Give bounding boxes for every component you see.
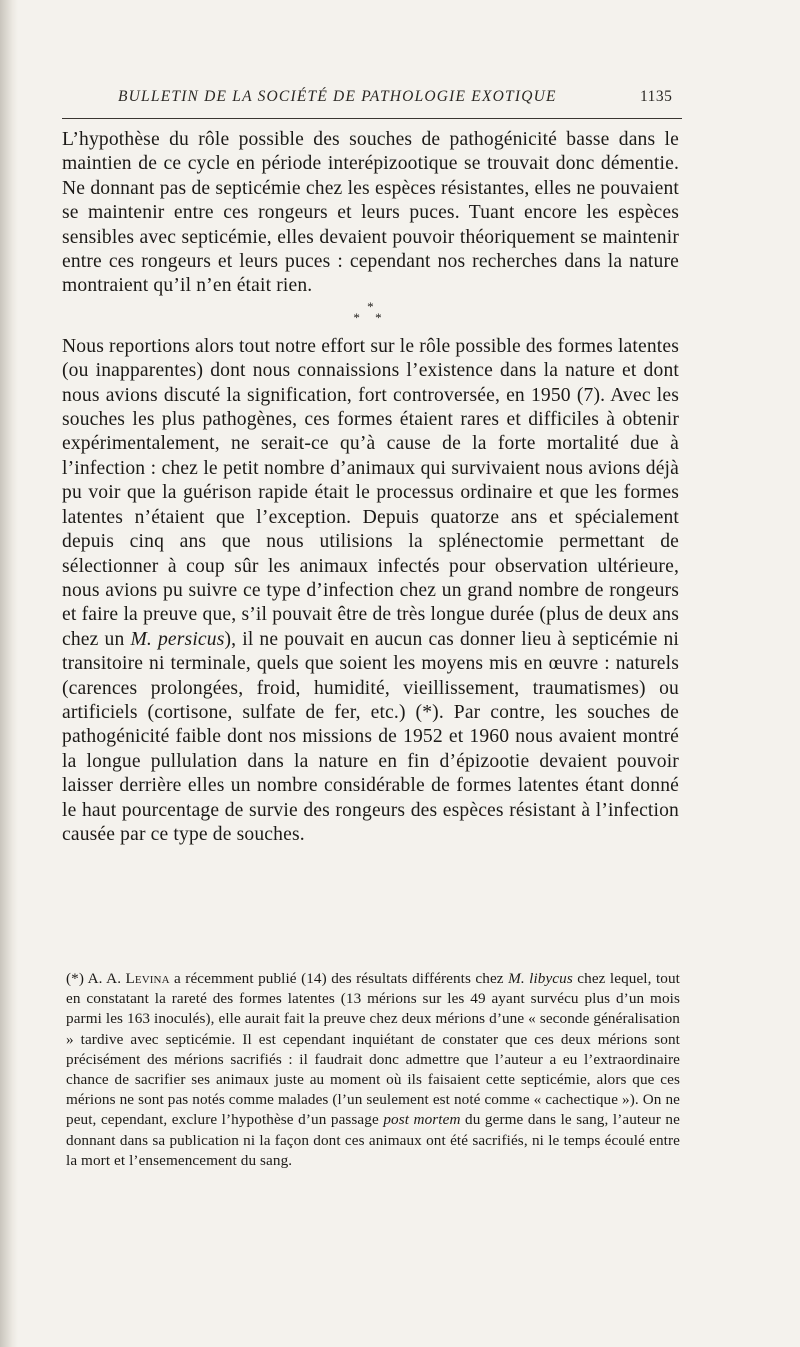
page-binding-shadow [0, 0, 18, 1347]
page-number: 1135 [640, 88, 673, 105]
footnote-text [66, 969, 680, 1171]
journal-title: BULLETIN DE LA SOCIÉTÉ DE PATHOLOGIE EXOTIQUE [118, 88, 557, 105]
footnote-part-1: a récemment publié (14) des résultats différents chez [174, 970, 504, 987]
footnote [66, 969, 680, 1171]
footnote-species: M. libycus [508, 970, 573, 987]
asterism-top: * [367, 298, 374, 314]
header-rule [62, 118, 682, 119]
footnote-marker: (*) A. A. [66, 970, 122, 987]
footnote-part-2: chez lequel, tout en constatant la rareté des formes latentes (13 mérions sur les 49 ayant survécu plus d’un mois parmi les 163 inoculés), elle aurait fait la preuve chez deux mérions d’une « seconde généralisation » tardive avec septicémie. Il est cependant inquiétant de constater que ces deux mérions sont précisément des mérions sacrifiés : il faudrait donc admettre que l’auteur a eu l’extraordinaire chance de sacrifier ses animaux juste au moment où ils faisaient cette septicémie, alors que ces mérions ne sont pas notés comme malades (l’un seulement est noté comme « cachectique »). On ne peut, cependant, exclure l’hypothèse d’un passage [66, 970, 680, 1129]
footnote-part-3: du germe dans le sang, l’auteur ne donnant dans sa publication ni la façon dont ces animaux ont été sacrifiés, ni le temps écoulé entre la mort et l’ensemencement du sang. [66, 1111, 680, 1169]
footnote-latin: post mortem [383, 1111, 461, 1129]
paragraph-1: L’hypothèse du rôle possible des souches de pathogénicité basse dans le maintien de ce cycle en période interépizootique se trouvait donc démentie. Ne donnant pas de septicémie chez les espèces résistantes, elles ne pouvaient se maintenir entre ces rongeurs et leurs puces. Tuant encore les espèces sensibles avec septicémie, elles devaient pouvoir théoriquement se maintenir entre ces rongeurs et leurs puces : cependant nos recherches dans la nature montraient qu’il n’en était rien. [62, 129, 679, 297]
paragraph-2-part-2: ), il ne pouvait en aucun cas donner lieu à septicémie ni transitoire ni terminale, quels que soient les moyens mis en œuvre : naturels (carences prolongées, froid, humidité, vieillissement, traumatismes) ou artificiels (cortisone, sulfate de fer, etc.) (*). Par contre, les souches de pathogénicité faible dont nos missions de 1952 et 1960 nous avaient montré la longue pullulation dans la nature en fin d’épizootie devaient pouvoir laisser derrière elles un nombre considérable de formes latentes étant donné le haut pourcentage de survie des rongeurs des espèces résistant à l’infection causée par ce type de souches. [62, 628, 679, 845]
section-asterism [62, 299, 679, 335]
species-name: M. persicus [130, 628, 225, 650]
asterism-bottom: * * [353, 309, 388, 325]
footnote-author: Levina [125, 970, 170, 987]
paragraph-2-part-1: Nous reportions alors tout notre effort sur le rôle possible des formes latentes (ou inapparentes) dont nous connaissions l’existence dans la nature et dont nous avions discuté la signification, fort controversée, en 1950 (7). Avec les souches les plus pathogènes, ces formes étaient rares et difficiles à obtenir expérimentalement, ne serait-ce qu’à cause de la forte mortalité due à l’infection : chez le petit nombre d’animaux qui survivaient nous avions déjà pu voir que la guérison rapide était le processus ordinaire et que les formes latentes n’étaient que l’exception. Depuis quatorze ans et spécialement depuis cinq ans que nous utilisions la splénectomie permettant de sélectionner à coup sûr les animaux infectés pour observation ultérieure, nous avions pu suivre ce type d’infection chez un grand nombre de rongeurs et faire la preuve que, s’il pouvait être de très longue durée (plus de deux ans chez un [62, 335, 679, 650]
paragraph-2 [62, 335, 679, 848]
main-text [62, 128, 679, 847]
